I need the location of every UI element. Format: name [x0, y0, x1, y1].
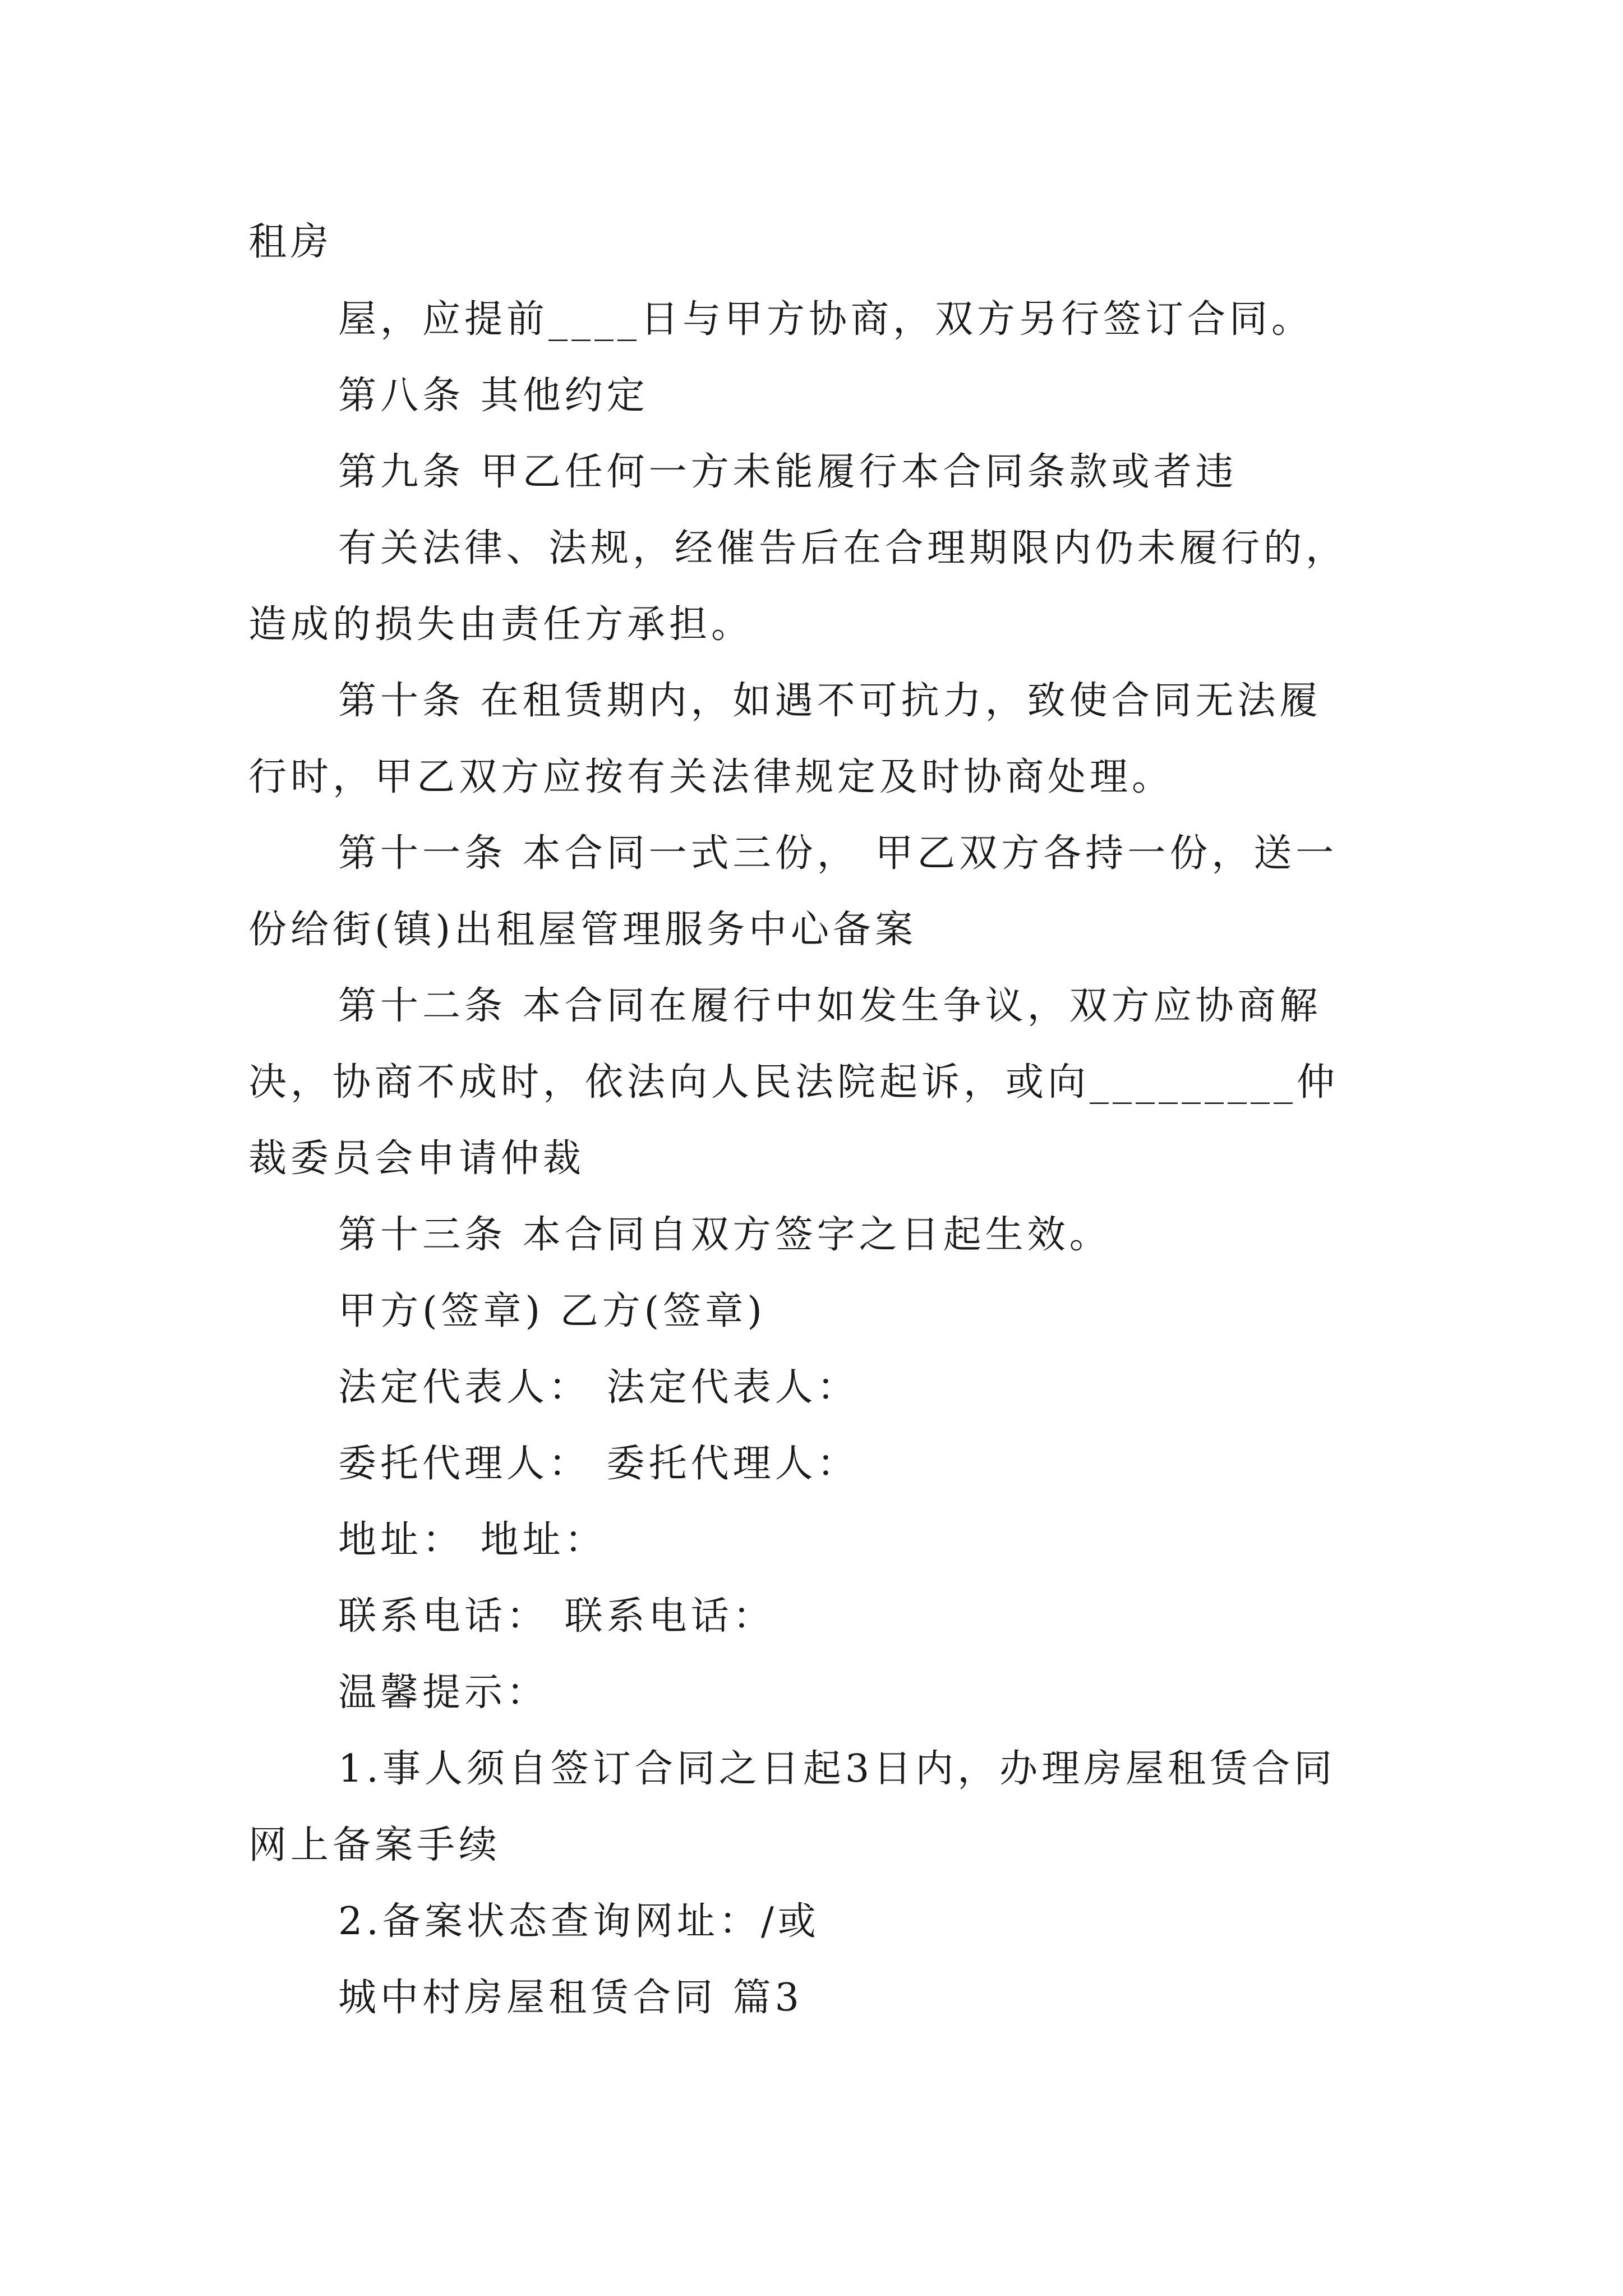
text-line: 租房 [248, 220, 333, 264]
text-line: 第八条 其他约定 [338, 374, 649, 418]
text-line: 份给街(镇)出租屋管理服务中心备案 [248, 908, 917, 952]
text-line: 甲方(签章) 乙方(签章) [338, 1289, 766, 1333]
text-line: 委托代理人： 委托代理人： [338, 1442, 859, 1486]
text-line: 有关法律、法规，经催告后在合理期限内仍未履行的， [338, 526, 1348, 570]
text-line: 第十二条 本合同在履行中如发生争议，双方应协商解 [338, 984, 1322, 1028]
text-line: 城中村房屋租赁合同 篇3 [338, 1976, 803, 2020]
text-line: 法定代表人： 法定代表人： [338, 1365, 859, 1410]
text-line: 联系电话： 联系电话： [338, 1594, 775, 1639]
text-line: 第十三条 本合同自双方签字之日起生效。 [338, 1213, 1112, 1257]
text-line: 2.备案状态查询网址：/或 [338, 1899, 820, 1944]
text-line: 第九条 甲乙任何一方未能履行本合同条款或者违 [338, 450, 1238, 494]
text-line: 第十一条 本合同一式三份， 甲乙双方各持一份，送一 [338, 831, 1338, 876]
text-line: 第十条 在租赁期内，如遇不可抗力，致使合同无法履 [338, 679, 1322, 723]
text-line: 决，协商不成时，依法向人民法院起诉，或向_________仲 [248, 1060, 1339, 1105]
text-line: 网上备案手续 [248, 1823, 501, 1867]
text-line: 地址： 地址： [338, 1518, 607, 1562]
text-line: 造成的损失由责任方承担。 [248, 602, 754, 647]
text-line: 1.事人须自签订合同之日起3日内，办理房屋租赁合同 [338, 1747, 1336, 1791]
text-line: 屋，应提前____日与甲方协商，双方另行签订合同。 [338, 297, 1314, 342]
text-line: 行时，甲乙双方应按有关法律规定及时协商处理。 [248, 755, 1174, 799]
text-line: 裁委员会申请仲裁 [248, 1137, 585, 1181]
text-line: 温馨提示： [338, 1671, 549, 1715]
